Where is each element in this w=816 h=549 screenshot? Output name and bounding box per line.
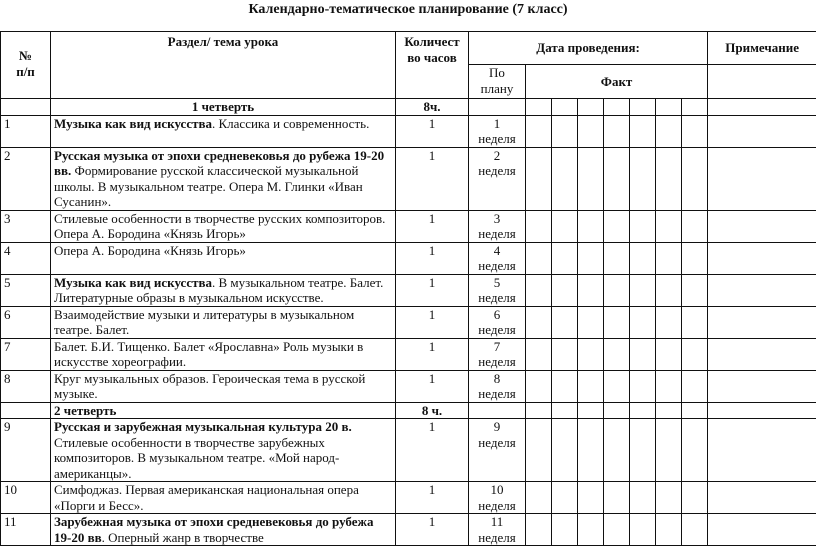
lesson-fact-cell: [526, 306, 552, 338]
lesson-fact-cell: [656, 274, 682, 306]
lesson-fact-cell: [552, 210, 578, 242]
lesson-fact-cell: [656, 242, 682, 274]
lesson-week-label: неделя: [478, 497, 516, 513]
header-note: Примечание: [708, 32, 816, 65]
lesson-fact-cell: [656, 419, 682, 482]
lesson-fact-cell: [682, 242, 708, 274]
lesson-week-label: неделя: [478, 434, 516, 450]
lesson-fact-cell: [656, 338, 682, 370]
lesson-row: [1, 306, 816, 338]
lesson-fact-cell: [682, 482, 708, 514]
lesson-fact-cell: [552, 482, 578, 514]
lesson-topic: [51, 242, 396, 274]
lesson-fact-cell: [630, 242, 656, 274]
lesson-fact-cell: [552, 242, 578, 274]
lesson-fact-cell: [682, 115, 708, 147]
lesson-fact-cell: [656, 370, 682, 402]
lesson-fact-cell: [708, 419, 816, 482]
lesson-fact-cell: [578, 210, 604, 242]
quarter-empty-cell: [552, 402, 578, 419]
lesson-topic-text: Балет. Б.И. Тищенко. Балет «Ярославна» Роль музыки в искусстве хореографии.: [54, 338, 364, 369]
lesson-fact-cell: [656, 514, 682, 546]
quarter-empty-cell: [708, 402, 816, 419]
lesson-week-label: неделя: [478, 322, 516, 337]
page-title: Календарно-тематическое планирование (7 класс): [248, 2, 568, 17]
quarter-empty-cell: [604, 402, 630, 419]
lesson-fact-cell: [630, 115, 656, 147]
lesson-fact-cell: [708, 210, 816, 242]
lesson-fact-cell: [682, 338, 708, 370]
header-hours: [396, 32, 469, 99]
lesson-fact-cell: [552, 338, 578, 370]
lesson-row: [1, 274, 816, 306]
lesson-week-label: неделя: [478, 131, 516, 146]
lesson-hours: 1: [396, 115, 469, 147]
lesson-hours: 1: [396, 242, 469, 274]
header-fact: Факт: [526, 65, 708, 99]
lesson-fact-cell: [552, 274, 578, 306]
lesson-row: [1, 147, 816, 210]
lesson-fact-cell: [578, 482, 604, 514]
quarter-empty-cell: [708, 99, 816, 116]
quarter-num-cell: [1, 402, 51, 419]
lesson-week: [469, 482, 526, 514]
lesson-fact-cell: [604, 242, 630, 274]
quarter-num-cell: [1, 99, 51, 116]
lesson-fact-cell: [682, 306, 708, 338]
lesson-fact-cell: [578, 147, 604, 210]
lesson-fact-cell: [708, 514, 816, 546]
lesson-number: 2: [1, 147, 51, 210]
lesson-topic-section: Русская и зарубежная музыкальная культура 20 в.: [54, 419, 352, 434]
lesson-number: 11: [1, 514, 51, 546]
quarter-title: 2 четверть: [51, 402, 396, 419]
lesson-fact-cell: [604, 306, 630, 338]
lesson-number: 9: [1, 419, 51, 482]
lesson-week-number: 3: [493, 210, 501, 226]
lesson-week-number: 9: [493, 419, 501, 434]
lesson-week: [469, 115, 526, 147]
lesson-fact-cell: [526, 115, 552, 147]
lesson-topic-text: Опера А. Бородина «Князь Игорь»: [54, 242, 246, 258]
lesson-fact-cell: [708, 370, 816, 402]
lesson-week: [469, 338, 526, 370]
lesson-fact-cell: [578, 370, 604, 402]
lesson-number: 1: [1, 115, 51, 147]
lesson-row: [1, 338, 816, 370]
lesson-fact-cell: [552, 306, 578, 338]
lesson-fact-cell: [604, 274, 630, 306]
header-topic: Раздел/ тема урока: [51, 32, 396, 99]
header-plan-label: По: [489, 65, 505, 80]
lesson-row: [1, 210, 816, 242]
lesson-row: [1, 482, 816, 514]
lesson-fact-cell: [682, 210, 708, 242]
lesson-week-label: неделя: [478, 529, 516, 545]
quarter-empty-cell: [656, 402, 682, 419]
lesson-week-number: 10: [490, 482, 504, 497]
header-num-label: №: [18, 48, 33, 63]
quarter-empty-cell: [630, 99, 656, 116]
lesson-fact-cell: [604, 419, 630, 482]
quarter-empty-cell: [526, 99, 552, 116]
quarter-empty-cell: [682, 402, 708, 419]
lesson-fact-cell: [578, 338, 604, 370]
quarter-empty-cell: [682, 99, 708, 116]
lesson-fact-cell: [604, 482, 630, 514]
lesson-week: [469, 419, 526, 482]
header-hours-label: Количест: [404, 34, 460, 49]
lesson-fact-cell: [656, 306, 682, 338]
lesson-fact-cell: [578, 419, 604, 482]
lesson-number: 7: [1, 338, 51, 370]
lesson-fact-cell: [656, 210, 682, 242]
lesson-fact-cell: [604, 514, 630, 546]
lesson-week-number: 11: [490, 514, 504, 529]
header-date: Дата проведения:: [469, 32, 708, 65]
lesson-week-label: неделя: [478, 386, 516, 401]
quarter-row: [1, 402, 816, 419]
lesson-week: [469, 514, 526, 546]
lesson-topic: [51, 370, 396, 402]
lesson-fact-cell: [526, 370, 552, 402]
lesson-fact-cell: [630, 482, 656, 514]
lesson-topic-section: Русская музыка от эпохи средневековья до рубежа 19-20 вв.: [54, 147, 385, 178]
lesson-topic-section: Зарубежная музыка от эпохи средневековья до рубежа 19-20 вв: [54, 514, 374, 545]
lesson-fact-cell: [656, 147, 682, 210]
lesson-fact-cell: [578, 274, 604, 306]
lesson-week-label: неделя: [478, 258, 516, 273]
lesson-hours: 1: [396, 274, 469, 306]
lesson-row: [1, 242, 816, 274]
lesson-hours: 1: [396, 210, 469, 242]
header-num: [1, 32, 51, 99]
lesson-fact-cell: [552, 419, 578, 482]
lesson-fact-cell: [526, 147, 552, 210]
lesson-topic: [51, 210, 396, 242]
lesson-fact-cell: [708, 338, 816, 370]
header-plan: [469, 65, 526, 99]
quarter-row: [1, 99, 816, 116]
lesson-week-number: 2: [493, 147, 501, 163]
lesson-fact-cell: [604, 115, 630, 147]
lesson-row: [1, 370, 816, 402]
lesson-fact-cell: [604, 370, 630, 402]
quarter-empty-cell: [604, 99, 630, 116]
lesson-fact-cell: [682, 419, 708, 482]
lesson-fact-cell: [526, 482, 552, 514]
lesson-week: [469, 370, 526, 402]
lesson-week-number: 1: [493, 115, 501, 131]
lesson-fact-cell: [656, 115, 682, 147]
quarter-empty-cell: [469, 402, 526, 419]
lesson-week-label: неделя: [478, 290, 516, 305]
header-row: [1, 32, 816, 65]
lesson-hours: 1: [396, 147, 469, 210]
lesson-topic: [51, 419, 396, 482]
lesson-number: 8: [1, 370, 51, 402]
lesson-row: [1, 419, 816, 482]
lesson-topic-text: Стилевые особенности в творчестве русских композиторов. Опера А. Бородина «Князь Игорь»: [54, 210, 386, 241]
lesson-topic-text: . Оперный жанр в творчестве: [101, 529, 264, 545]
lesson-fact-cell: [630, 274, 656, 306]
lesson-fact-cell: [682, 274, 708, 306]
lesson-hours: 1: [396, 482, 469, 514]
lesson-fact-cell: [708, 274, 816, 306]
lesson-number: 6: [1, 306, 51, 338]
lesson-fact-cell: [578, 306, 604, 338]
header-note-blank: [708, 65, 816, 99]
lesson-topic: [51, 338, 396, 370]
lesson-topic: [51, 482, 396, 514]
lesson-week: [469, 210, 526, 242]
lesson-week-number: 8: [493, 370, 501, 386]
lesson-topic: [51, 274, 396, 306]
lesson-week: [469, 147, 526, 210]
quarter-empty-cell: [552, 99, 578, 116]
lesson-week-number: 5: [493, 274, 501, 290]
lesson-row: [1, 115, 816, 147]
lesson-fact-cell: [552, 370, 578, 402]
lesson-number: 10: [1, 482, 51, 514]
quarter-empty-cell: [656, 99, 682, 116]
lesson-fact-cell: [630, 147, 656, 210]
lesson-fact-cell: [526, 242, 552, 274]
lesson-fact-cell: [682, 147, 708, 210]
quarter-title: 1 четверть: [51, 99, 396, 116]
lesson-week-label: неделя: [478, 226, 516, 241]
quarter-empty-cell: [578, 99, 604, 116]
lesson-fact-cell: [526, 419, 552, 482]
header-plan-label-2: плану: [480, 80, 514, 96]
lesson-week-number: 4: [493, 242, 501, 258]
lesson-topic-text: Взаимодействие музыки и литературы в музыкальном театре. Балет.: [54, 306, 355, 337]
lesson-number: 3: [1, 210, 51, 242]
lesson-week-label: неделя: [478, 354, 516, 369]
lesson-week-number: 7: [493, 338, 501, 354]
lesson-row: [1, 514, 816, 546]
lesson-fact-cell: [604, 210, 630, 242]
lesson-fact-cell: [630, 306, 656, 338]
lesson-topic: [51, 306, 396, 338]
lesson-fact-cell: [578, 115, 604, 147]
quarter-empty-cell: [469, 99, 526, 116]
lesson-topic: [51, 514, 396, 546]
lesson-fact-cell: [682, 370, 708, 402]
lesson-fact-cell: [526, 338, 552, 370]
lesson-week: [469, 274, 526, 306]
lesson-fact-cell: [526, 274, 552, 306]
lesson-fact-cell: [578, 242, 604, 274]
lesson-fact-cell: [708, 482, 816, 514]
lesson-topic-section: Музыка как вид искусства: [54, 115, 212, 131]
lesson-topic-text: . Классика и современность.: [212, 115, 370, 131]
lesson-topic-text: Симфоджаз. Первая американская национальная опера «Порги и Бесс».: [54, 482, 359, 513]
lesson-fact-cell: [552, 147, 578, 210]
lesson-fact-cell: [552, 115, 578, 147]
lesson-topic-text: Формирование русской классической музыкальной школы. В музыкальном театре. Опера М. Глинки «Иван Сусанин».: [54, 163, 363, 209]
lesson-topic-text: Стилевые особенности в творчестве зарубежных композиторов. В музыкальном театре. «Мой народ- американцы».: [54, 434, 340, 481]
lesson-fact-cell: [630, 370, 656, 402]
lesson-week-number: 6: [493, 306, 501, 322]
lesson-topic-section: Музыка как вид искусства: [54, 274, 212, 290]
quarter-empty-cell: [526, 402, 552, 419]
lesson-fact-cell: [682, 514, 708, 546]
lesson-number: 5: [1, 274, 51, 306]
lesson-fact-cell: [708, 115, 816, 147]
lesson-fact-cell: [604, 147, 630, 210]
lesson-topic-text: . В музыкальном театре. Балет. Литературные образы в музыкальном искусстве.: [54, 274, 384, 305]
header-num-label-2: п/п: [16, 63, 35, 79]
lesson-fact-cell: [656, 482, 682, 514]
quarter-hours: 8ч.: [396, 99, 469, 116]
lesson-hours: 1: [396, 514, 469, 546]
lesson-hours: 1: [396, 419, 469, 482]
planning-table: [0, 31, 816, 546]
lesson-fact-cell: [708, 306, 816, 338]
lesson-hours: 1: [396, 370, 469, 402]
quarter-empty-cell: [578, 402, 604, 419]
lesson-fact-cell: [526, 210, 552, 242]
lesson-fact-cell: [604, 338, 630, 370]
lesson-topic: [51, 115, 396, 147]
lesson-fact-cell: [630, 338, 656, 370]
lesson-fact-cell: [552, 514, 578, 546]
lesson-topic-text: Круг музыкальных образов. Героическая тема в русской музыке.: [54, 370, 366, 401]
lesson-hours: 1: [396, 338, 469, 370]
lesson-topic: [51, 147, 396, 210]
lesson-week: [469, 242, 526, 274]
quarter-empty-cell: [630, 402, 656, 419]
lesson-fact-cell: [708, 242, 816, 274]
lesson-fact-cell: [630, 419, 656, 482]
lesson-week-label: неделя: [478, 163, 516, 178]
lesson-number: 4: [1, 242, 51, 274]
lesson-week: [469, 306, 526, 338]
lesson-fact-cell: [526, 514, 552, 546]
lesson-fact-cell: [630, 514, 656, 546]
lesson-fact-cell: [578, 514, 604, 546]
quarter-hours: 8 ч.: [396, 402, 469, 419]
lesson-hours: 1: [396, 306, 469, 338]
lesson-fact-cell: [630, 210, 656, 242]
header-hours-label-2: во часов: [407, 49, 457, 65]
lesson-fact-cell: [708, 147, 816, 210]
